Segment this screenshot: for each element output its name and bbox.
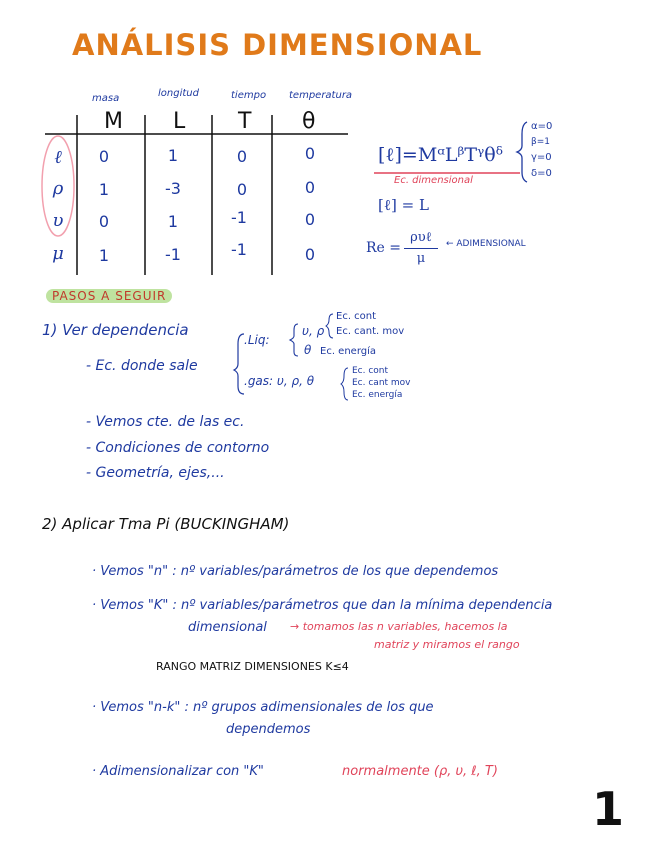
table-cell: 0 <box>236 180 248 199</box>
step-2-title: 2) Aplicar Tma Pi (BUCKINGHAM) <box>42 515 290 533</box>
liquid-vars-b: θ <box>304 343 312 357</box>
exponent-beta: β=1 <box>531 137 551 147</box>
row-var-mu: μ <box>52 243 64 264</box>
liquid-eq-energia: Ec. energía <box>320 346 377 357</box>
gas-label: .gas: υ, ρ, θ <box>244 374 315 388</box>
gas-eq-energia: Ec. energía <box>352 390 403 400</box>
liquid-eq-cont: Ec. cont <box>336 311 377 322</box>
table-cell: 0 <box>236 147 248 166</box>
table-cell: 1 <box>98 180 110 199</box>
steps-heading: PASOS A SEGUIR <box>46 289 172 303</box>
item-k-note-2: matriz y miramos el rango <box>374 638 520 651</box>
table-cell: -1 <box>165 245 181 264</box>
dimensional-equation-label: Ec. dimensional <box>394 175 473 186</box>
exponent-alpha: α=0 <box>531 121 553 132</box>
table-cell: -3 <box>165 179 181 198</box>
column-header-masa: masa <box>92 93 120 104</box>
table-cell: 1 <box>167 146 179 165</box>
column-header-tiempo: tiempo <box>231 90 267 101</box>
exponent-gamma: γ=0 <box>531 152 552 163</box>
dimension-M: M <box>104 109 123 134</box>
list-item: - Condiciones de contorno <box>86 440 270 456</box>
table-cell: 0 <box>304 178 316 197</box>
dimension-theta: θ <box>302 109 316 134</box>
item-n-k: · Vemos "n-k" : nº grupos adimensionales de los que <box>92 700 434 715</box>
fraction-bar <box>404 248 438 249</box>
dimensional-equation: [ℓ]=MᵅLᵝTᵞθᵟ <box>378 144 503 166</box>
reynolds-numerator: ρυℓ <box>410 230 432 245</box>
rango-matriz: RANGO MATRIZ DIMENSIONES K≤4 <box>156 660 349 673</box>
reynolds-denominator: μ <box>416 251 426 266</box>
item-k-dimensional: dimensional <box>188 620 267 635</box>
gas-eq-cant-mov: Ec. cant mov <box>352 378 411 388</box>
table-cell: -1 <box>231 208 247 227</box>
step-1-title: 1) Ver dependencia <box>42 321 189 339</box>
table-cell: 0 <box>304 245 316 264</box>
step-1-braces <box>0 300 646 420</box>
list-item: - Vemos cte. de las ec. <box>86 414 245 430</box>
item-k-note-1: → tomamos las n variables, hacemos la <box>290 620 508 633</box>
reynolds-lhs: Re = <box>366 240 402 256</box>
liquid-vars-a: υ, ρ <box>302 324 325 338</box>
dimension-L: L <box>173 109 186 134</box>
row-var-l: ℓ <box>54 147 62 168</box>
row-var-v: υ <box>52 210 64 231</box>
item-n: · Vemos "n" : nº variables/parámetros de los que dependemos <box>92 564 499 579</box>
gas-eq-cont: Ec. cont <box>352 366 389 376</box>
table-cell: 0 <box>98 147 110 166</box>
column-header-longitud: longitud <box>158 88 199 99</box>
item-n-k-dependemos: dependemos <box>226 722 311 737</box>
table-cell: 0 <box>304 144 316 163</box>
exponent-delta: δ=0 <box>531 168 552 179</box>
length-dimension-result: [ℓ] = L <box>378 196 429 214</box>
table-cell: 1 <box>167 212 179 231</box>
dimension-T: T <box>238 109 252 134</box>
page-number: 1 <box>592 782 625 836</box>
item-adimensionalizar-note: normalmente (ρ, υ, ℓ, T) <box>342 764 498 779</box>
table-cell: 0 <box>98 212 110 231</box>
ec-donde-sale: - Ec. donde sale <box>86 358 198 374</box>
table-cell: -1 <box>231 240 247 259</box>
adimensional-note: ← ADIMENSIONAL <box>446 239 526 249</box>
row-var-rho: ρ <box>52 178 64 199</box>
table-cell: 0 <box>304 210 316 229</box>
item-k: · Vemos "K" : nº variables/parámetros que dan la mínima dependencia <box>92 598 553 613</box>
liquid-eq-cant-mov: Ec. cant. mov <box>336 326 405 337</box>
list-item: - Geometría, ejes,... <box>86 465 225 481</box>
page-title: ANÁLISIS DIMENSIONAL <box>72 28 483 62</box>
table-cell: 1 <box>98 246 110 265</box>
liquid-label: .Liq: <box>244 333 270 347</box>
column-header-temperatura: temperatura <box>289 90 353 101</box>
item-adimensionalizar: · Adimensionalizar con "K" <box>92 764 264 779</box>
